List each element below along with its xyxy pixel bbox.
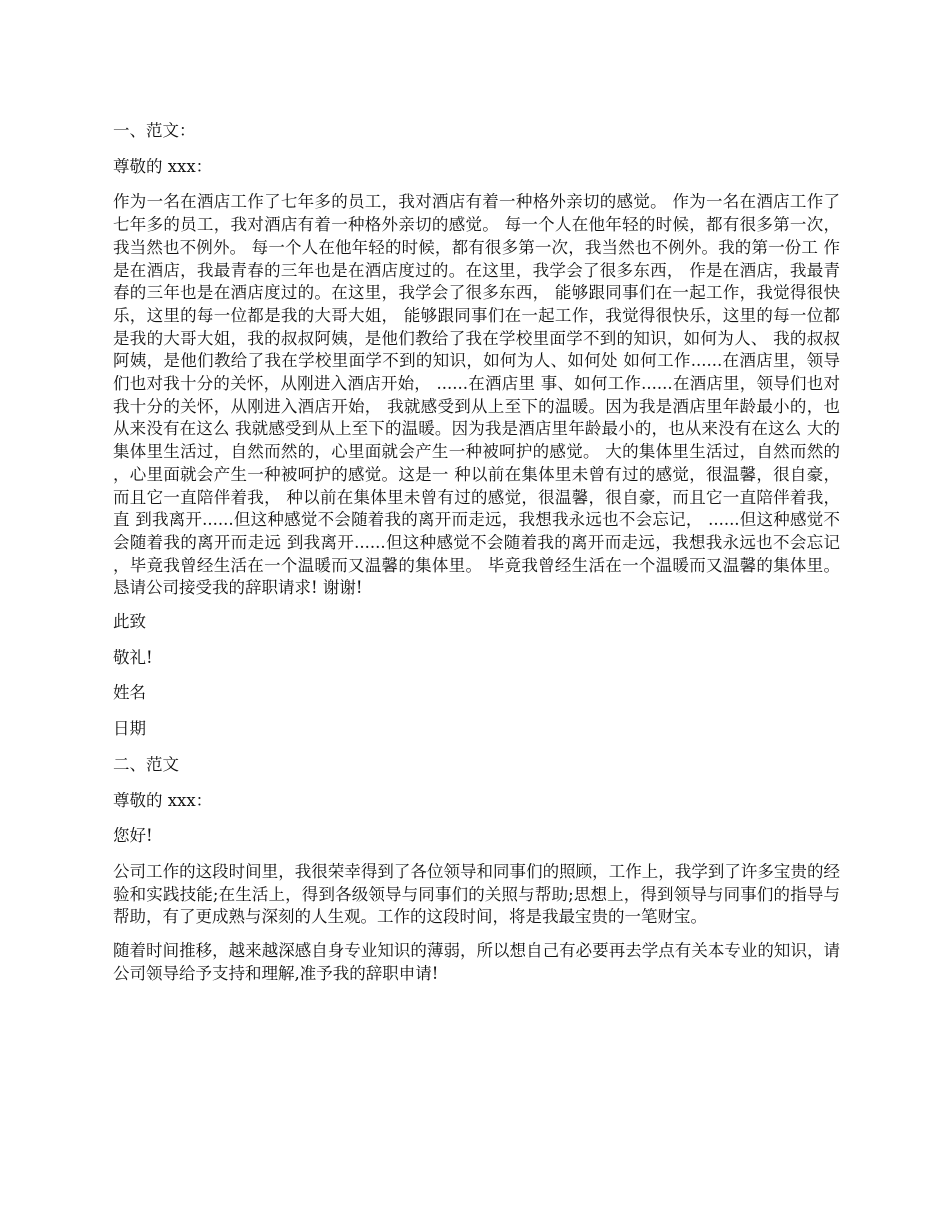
section1-closing-2: 敬礼! bbox=[113, 647, 153, 667]
section2-greeting: 您好! bbox=[113, 826, 153, 846]
section1-closing-1: 此致 bbox=[113, 612, 146, 632]
section1-signature-name: 姓名 bbox=[113, 683, 146, 703]
section1-signature-date: 日期 bbox=[113, 719, 146, 739]
section1-salutation: 尊敬的 xxx： bbox=[113, 156, 213, 176]
section2-heading: 二、范文 bbox=[113, 754, 179, 774]
document-page bbox=[113, 120, 840, 997]
section1-heading: 一、范文： bbox=[113, 121, 196, 140]
section2-paragraph-2: 随着时间推移，越来越深感自身专业知识的薄弱，所以想自己有必要再去学点有关本专业的知识，请公司领导给予支持和理解,准予我的辞职申请! bbox=[113, 941, 840, 983]
section2-paragraph-1: 公司工作的这段时间里，我很荣幸得到了各位领导和同事们的照顾，工作上，我学到了许多宝贵的经验和实践技能;在生活上，得到各级领导与同事们的关照与帮助;思想上，得到领导与同事们的指导与帮助，有了更成熟与深刻的人生观。工作的这段时间，将是我最宝贵的一笔财宝。 bbox=[113, 861, 840, 927]
section1-body: 作为一名在酒店工作了七年多的员工，我对酒店有着一种格外亲切的感觉。 作为一名在酒店工作了七年多的员工，我对酒店有着一种格外亲切的感觉。 每一个人在他年轻的时候，都有很多第一次，我当然也不例外。 每一个人在他年轻的时候，都有很多第一次，我当然也不例外。我的第一份工 作是在酒店，我最青春的三年也是在酒店度过的。在这里，我学会了很多东西， 作是在酒店，我最青春的三年也是在酒店度过的。在这里，我学会了很多东西， 能够跟同事们在一起工作，我觉得很快乐，这里的每一位都是我的大哥大姐， 能够跟同事们在一起工作，我觉得很快乐，这里的每一位都是我的大哥大姐，我的叔叔阿姨，是他们教给了我在学校里面学不到的知识，如何为人、 我的叔叔阿姨，是他们教给了我在学校里面学不到的知识，如何为人、如何处 如何工作......在酒店里，领导们也对我十分的关怀，从刚进入酒店开始， ......在酒店里 事、如何工作......在酒店里，领导们也对我十分的关怀，从刚进入酒店开始， 我就感受到从上至下的温暖。因为我是酒店里年龄最小的，也从来没有在这么 我就感受到从上至下的温暖。因为我是酒店里年龄最小的，也从来没有在这么 大的集体里生活过，自然而然的，心里面就会产生一种被呵护的感觉。 大的集体里生活过，自然而然的，心里面就会产生一种被呵护的感觉。这是一 种以前在集体里未曾有过的感觉，很温馨，很自豪，而且它一直陪伴着我， 种以前在集体里未曾有过的感觉，很温馨，很自豪，而且它一直陪伴着我， 直 到我离开......但这种感觉不会随着我的离开而走远，我想我永远也不会忘记， ......但这种感觉不会随着我的离开而走远 到我离开......但这种感觉不会随着我的离开而走远，我想我永远也不会忘记，毕竟我曾经生活在一个温暖而又温馨的集体里。 毕竟我曾经生活在一个温暖而又温馨的集体里。 恳请公司接受我的辞职请求! 谢谢! bbox=[113, 192, 840, 598]
section2-salutation: 尊敬的 xxx： bbox=[113, 790, 213, 810]
